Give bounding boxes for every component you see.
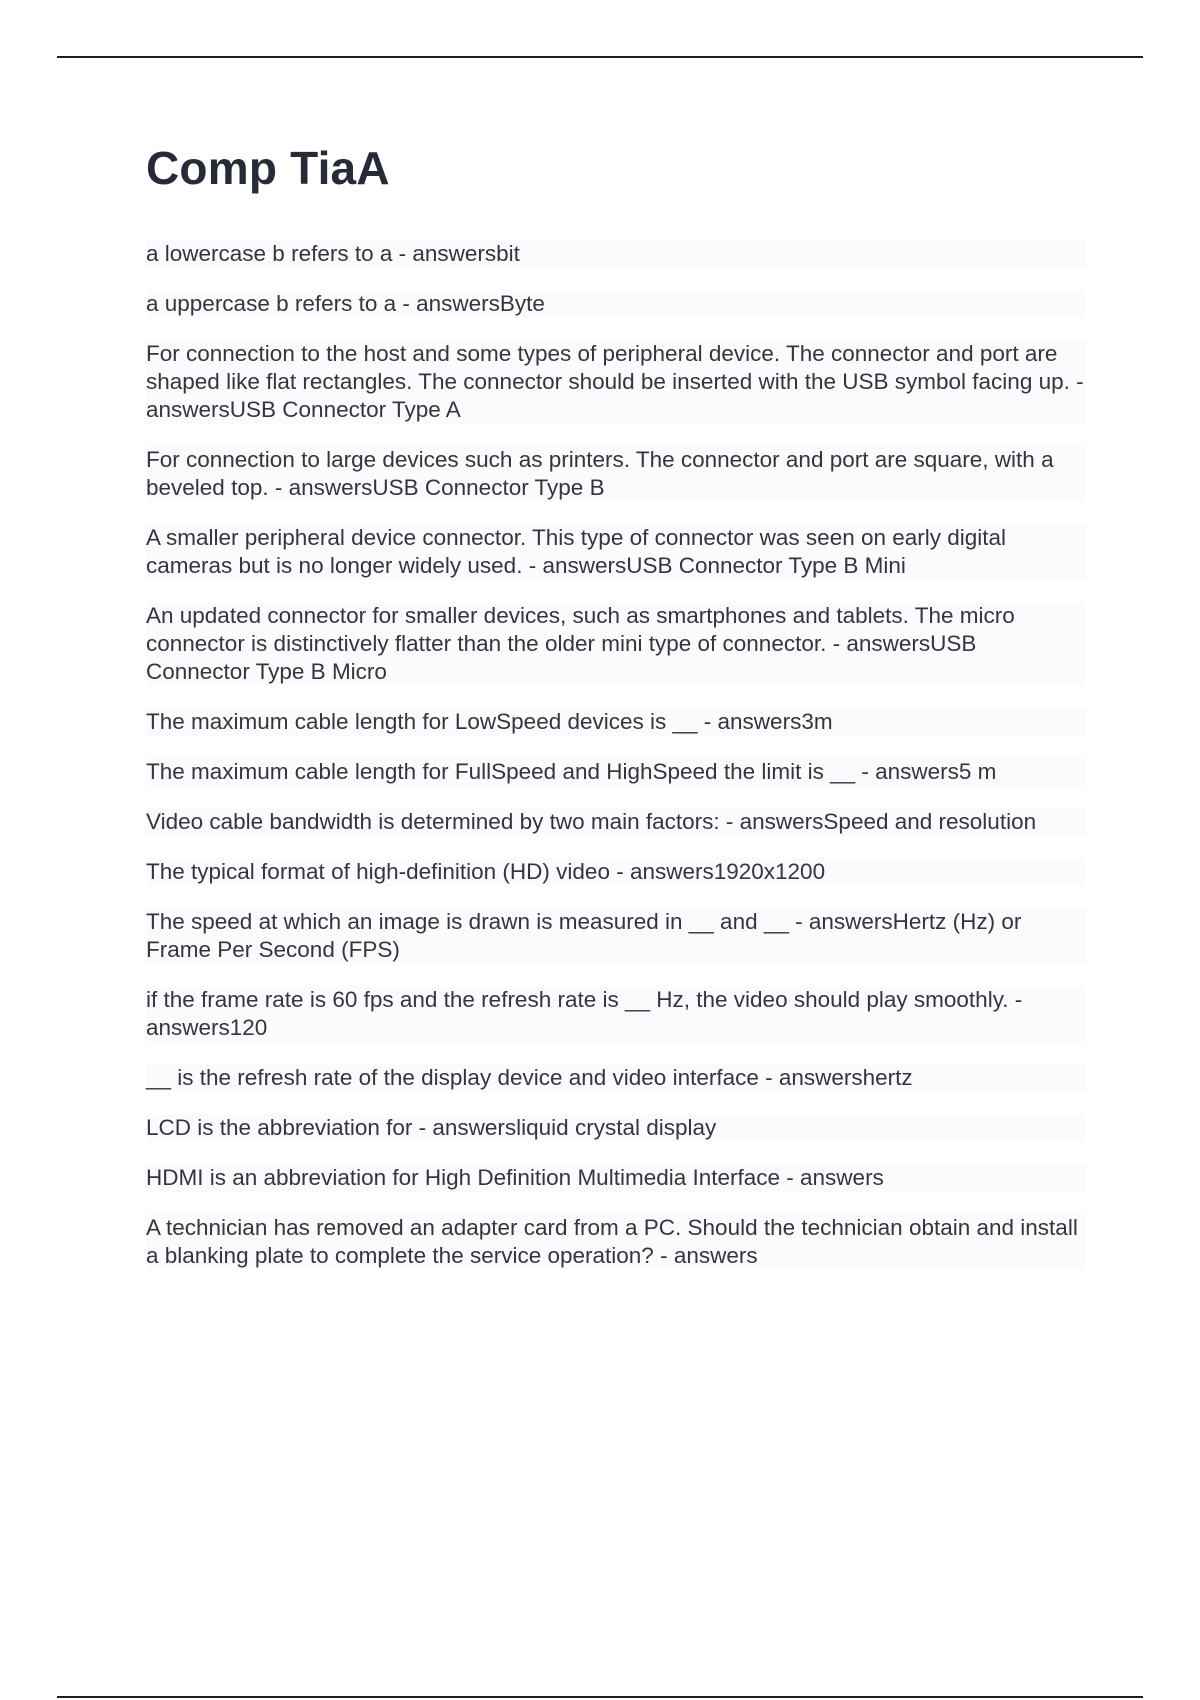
qa-item: For connection to large devices such as printers. The connector and port are square, with a beveled top. - answersUSB Connector Type B: [146, 446, 1086, 502]
top-rule: [57, 56, 1143, 58]
qa-item: Video cable bandwidth is determined by two main factors: - answersSpeed and resolution: [146, 808, 1086, 836]
qa-item: a uppercase b refers to a - answersByte: [146, 290, 1086, 318]
qa-item: The speed at which an image is drawn is measured in __ and __ - answersHertz (Hz) or Frame Per Second (FPS): [146, 908, 1086, 964]
qa-item: The maximum cable length for FullSpeed and HighSpeed the limit is __ - answers5 m: [146, 758, 1086, 786]
qa-item: The typical format of high-definition (HD) video - answers1920x1200: [146, 858, 1086, 886]
page-title: Comp TiaA: [146, 142, 390, 194]
qa-list: [146, 240, 1086, 1270]
qa-item: A smaller peripheral device connector. This type of connector was seen on early digital cameras but is no longer widely used. - answersUSB Connector Type B Mini: [146, 524, 1086, 580]
qa-item: __ is the refresh rate of the display device and video interface - answershertz: [146, 1064, 1086, 1092]
page-content: [146, 140, 1086, 1292]
qa-item: A technician has removed an adapter card from a PC. Should the technician obtain and install a blanking plate to complete the service operation? - answers: [146, 1214, 1086, 1270]
qa-item: The maximum cable length for LowSpeed devices is __ - answers3m: [146, 708, 1086, 736]
qa-item: For connection to the host and some types of peripheral device. The connector and port are shaped like flat rectangles. The connector should be inserted with the USB symbol facing up. - answersUSB Connector Type A: [146, 340, 1086, 424]
qa-item: HDMI is an abbreviation for High Definition Multimedia Interface - answers: [146, 1164, 1086, 1192]
qa-item: a lowercase b refers to a - answersbit: [146, 240, 1086, 268]
qa-item: An updated connector for smaller devices, such as smartphones and tablets. The micro connector is distinctively flatter than the older mini type of connector. - answersUSB Connector Type B Micro: [146, 602, 1086, 686]
qa-item: if the frame rate is 60 fps and the refresh rate is __ Hz, the video should play smoothly. - answers120: [146, 986, 1086, 1042]
bottom-rule: [57, 1696, 1143, 1698]
qa-item: LCD is the abbreviation for - answersliquid crystal display: [146, 1114, 1086, 1142]
